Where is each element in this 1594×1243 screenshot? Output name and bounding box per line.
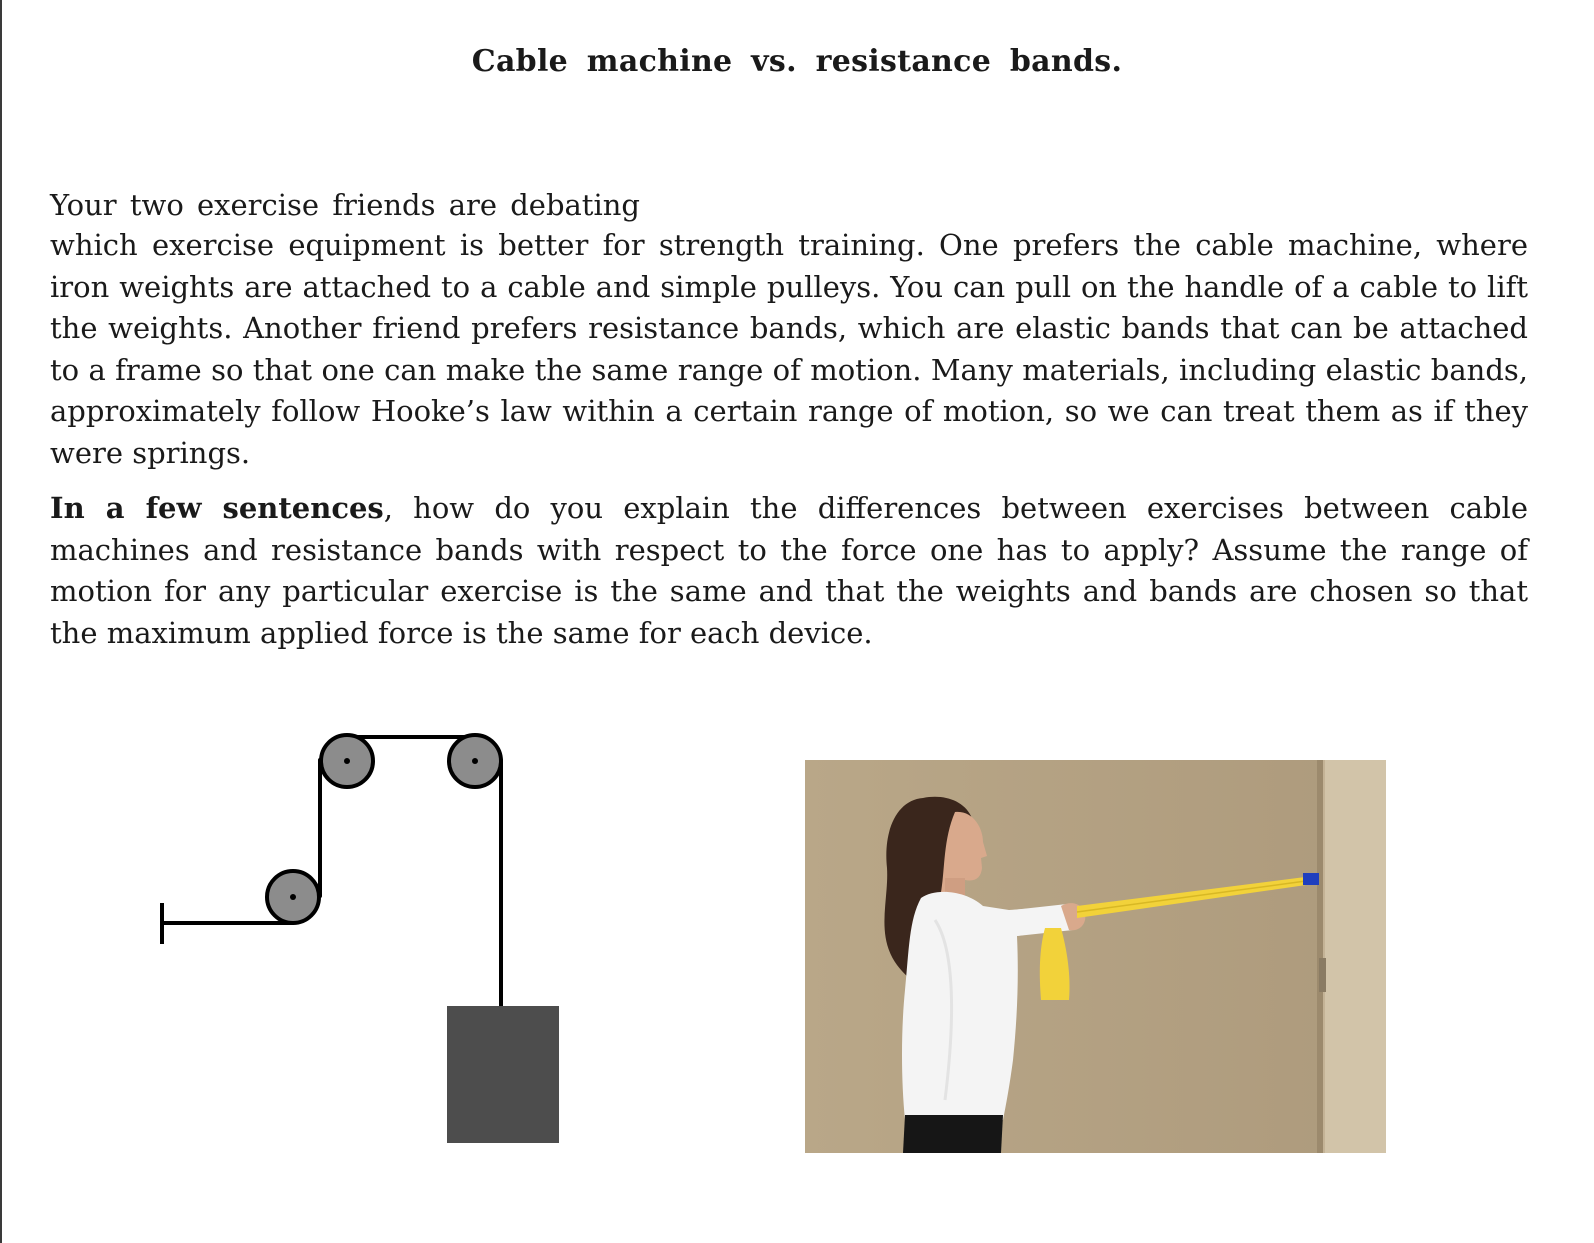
question-text: , how do you explain the differences between exercises between cable machines and resistance bands with respect to the force one has to apply? Assume the range of motion for any particular exercise is the same and that the weights and bands are chosen so that the maximum applied force is the same for each device. <box>50 491 1528 650</box>
pants <box>903 1115 1003 1153</box>
resistance-band-photo <box>805 760 1386 1153</box>
page-left-border <box>0 0 2 1243</box>
pulley-lower <box>267 871 319 923</box>
paragraph-question <box>50 488 1528 654</box>
page-title: Cable machine vs. resistance bands. <box>471 44 1123 79</box>
door-hinge <box>1319 958 1326 992</box>
paragraph-context: which exercise equipment is better for strength training. One prefers the cable machine, where iron weights are attached to a cable and simple pulleys. You can pull on the handle of a cable to lift the weights. Another friend prefers resistance bands, which are elastic bands that can be attached to a frame so that one can make the same range of motion. Many materials, including elastic bands, approximately follow Hooke’s law within a certain range of motion, so we can treat them as if they were springs. <box>50 228 1528 470</box>
iron-weight <box>447 1006 559 1143</box>
pulley-top-right <box>449 735 501 787</box>
cable-machine-diagram <box>150 728 570 1168</box>
intro-line: Your two exercise friends are debating <box>50 188 640 222</box>
emphasis-text: In a few sentences <box>50 491 384 525</box>
band-anchor <box>1303 873 1319 885</box>
pulley-top-left <box>321 735 373 787</box>
